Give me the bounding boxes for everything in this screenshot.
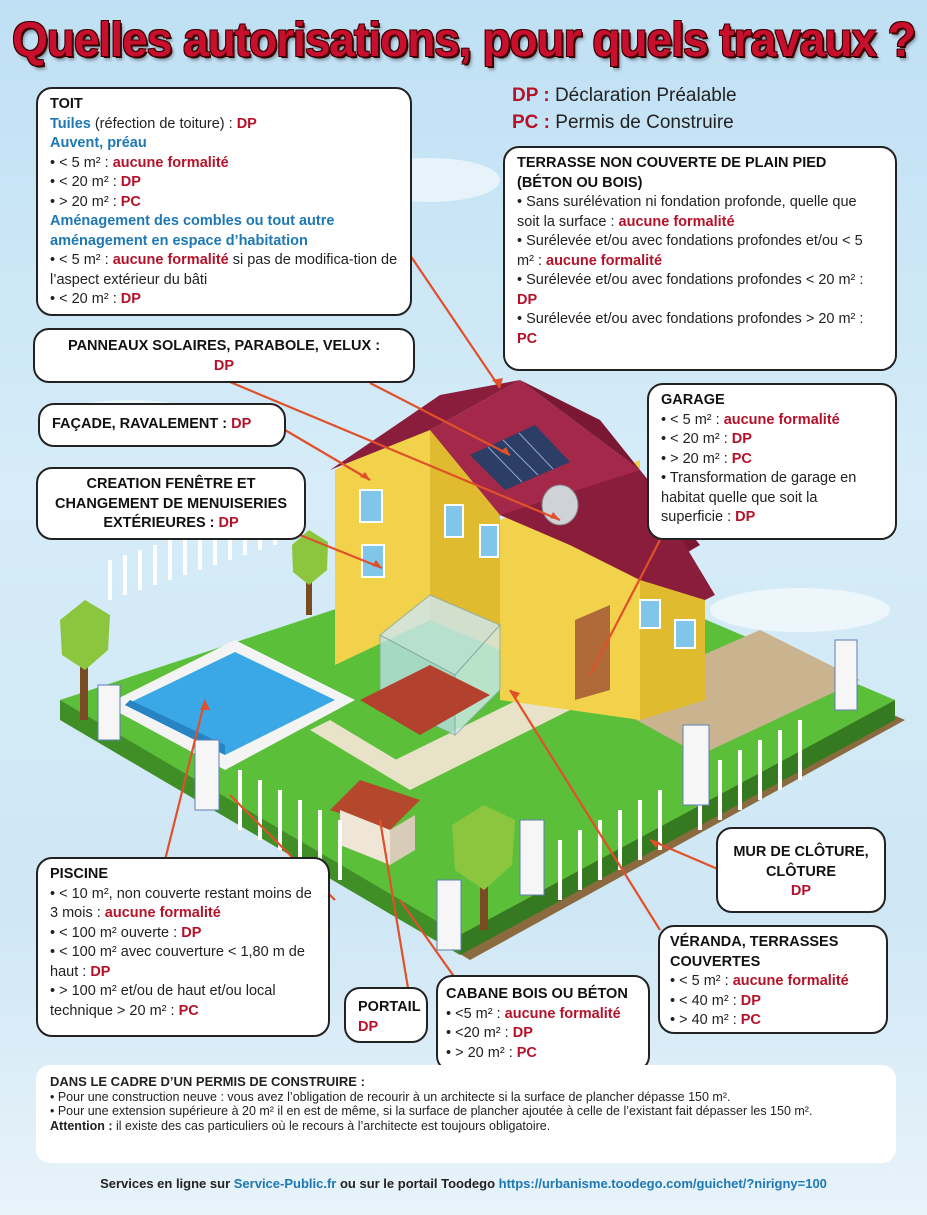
toit-box: TOIT Tuiles (réfection de toiture) : DP Auvent, préau • < 5 m² : aucune formalité • < 20 m² : DP • > 20 m² : PC Aménagement des combles ou tout autre aménagement en espace d’habitation • < 5 m² : aucune formalité si pas de modifica-tion de l’aspect extérieur du bâti • < 20 m² : DP bbox=[36, 87, 412, 316]
veranda-box: VÉRANDA, TERRASSES COUVERTES • < 5 m² : aucune formalité • < 40 m² : DP • > 40 m² : PC bbox=[658, 925, 888, 1034]
page-title: Quelles autorisations, pour quels travaux ? bbox=[12, 11, 915, 67]
footer-attention: Attention : il existe des cas particuliers où le recours à l’architecte est toujours obligatoire. bbox=[50, 1118, 551, 1133]
terrasse-heading: TERRASSE NON COUVERTE DE PLAIN PIED (BÉTON OU BOIS) bbox=[517, 155, 827, 191]
auvent-label: Auvent, préau bbox=[50, 135, 147, 151]
garage-heading: GARAGE bbox=[661, 392, 725, 408]
facade-box: FAÇADE, RAVALEMENT : DP bbox=[38, 403, 286, 447]
panneaux-box: PANNEAUX SOLAIRES, PARABOLE, VELUX : DP bbox=[33, 328, 415, 383]
cloture-box: MUR DE CLÔTURE, CLÔTURE DP bbox=[716, 827, 886, 913]
footer-heading: DANS LE CADRE D’UN PERMIS DE CONSTRUIRE : bbox=[50, 1074, 365, 1089]
piscine-box: PISCINE • < 10 m², non couverte restant moins de 3 mois : aucune formalité • < 100 m² ouverte : DP • < 100 m² avec couverture < 1,80 m de haut : DP • > 100 m² et/ou de haut et/ou local technique > 20 m² : PC bbox=[36, 857, 330, 1037]
services-line: Services en ligne sur Service-Public.fr ou sur le portail Toodego https://urbanisme.toodego.com/guichet/?nirigny=100 bbox=[100, 1176, 827, 1191]
toodego-link[interactable]: https://urbanisme.toodego.com/guichet/?nirigny=100 bbox=[498, 1176, 827, 1191]
footer-line-1: • Pour une construction neuve : vous avez l’obligation de recourir à un architecte si la surface de plancher dépasse 150 m². bbox=[50, 1089, 731, 1104]
fenetre-box: CREATION FENÊTRE ET CHANGEMENT DE MENUISERIES EXTÉRIEURES : DP bbox=[36, 467, 306, 540]
toit-heading: TOIT bbox=[50, 96, 83, 112]
tuiles-label: Tuiles bbox=[50, 115, 91, 132]
veranda-heading: VÉRANDA, TERRASSES COUVERTES bbox=[670, 934, 839, 970]
legend bbox=[512, 82, 737, 136]
legend-dp: DP : Déclaration Préalable bbox=[512, 85, 737, 106]
garage-box: GARAGE • < 5 m² : aucune formalité • < 20 m² : DP • > 20 m² : PC • Transformation de garage en habitat quelle que soit la superficie : DP bbox=[647, 383, 897, 540]
piscine-heading: PISCINE bbox=[50, 866, 109, 882]
portail-box: PORTAIL DP bbox=[344, 987, 428, 1043]
cabane-box: CABANE BOIS OU BÉTON • <5 m² : aucune formalité • <20 m² : DP • > 20 m² : PC bbox=[436, 975, 650, 1072]
cabane-heading: CABANE BOIS OU BÉTON bbox=[446, 986, 628, 1002]
combles-label: Aménagement des combles ou tout autre aménagement en espace d’habitation bbox=[50, 213, 335, 249]
service-public-link[interactable]: Service-Public.fr bbox=[233, 1176, 337, 1191]
footer-note bbox=[36, 1065, 896, 1163]
footer-line-2: • Pour une extension supérieure à 20 m² il en est de même, si la surface de plancher ajoutée à celle de l’existant fait dépasser les 150 m². bbox=[50, 1104, 813, 1118]
legend-pc: PC : Permis de Construire bbox=[512, 112, 734, 133]
terrasse-box: TERRASSE NON COUVERTE DE PLAIN PIED (BÉTON OU BOIS) • Sans surélévation ni fondation profonde, quelle que soit la surface : aucune formalité • Surélevée et/ou avec fondations profondes et/ou < 5 m² : aucune formalité • Surélevée et/ou avec fondations profondes < 20 m² : DP • Surélevée et/ou avec fondations profondes > 20 m² : PC bbox=[503, 146, 897, 371]
